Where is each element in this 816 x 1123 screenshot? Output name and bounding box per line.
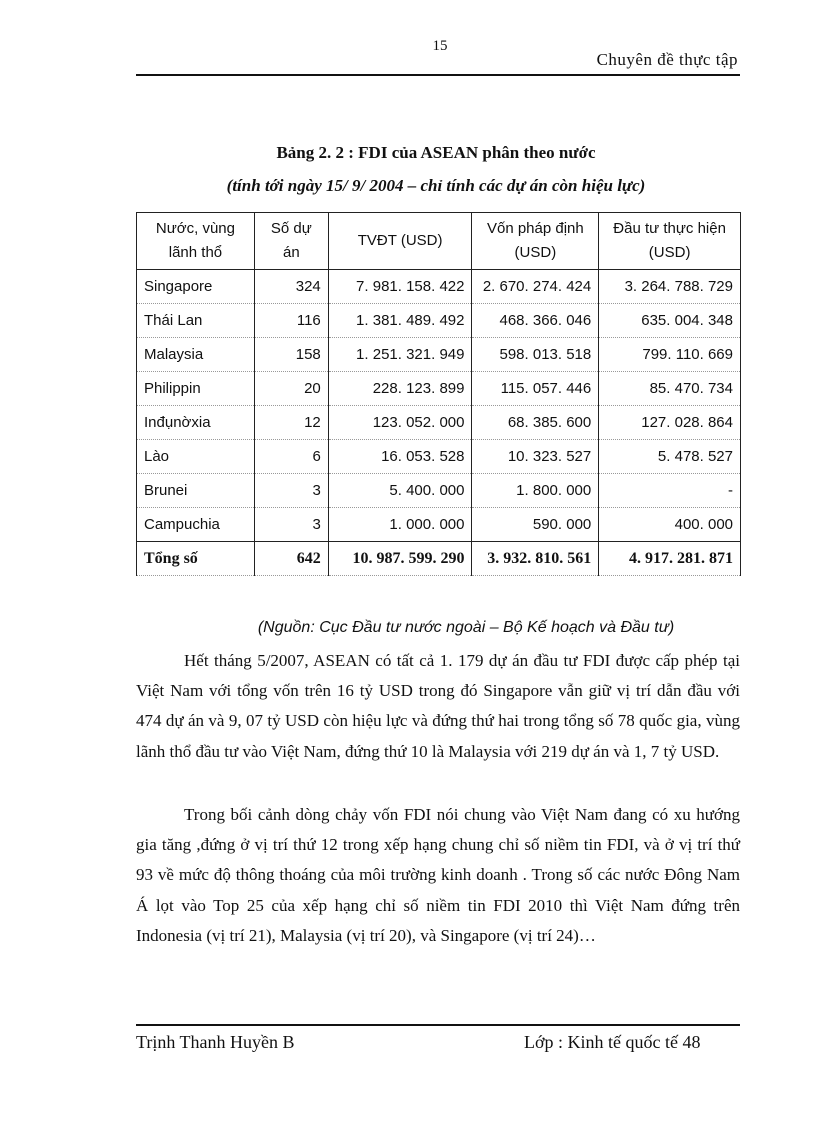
- country-cell: Singapore: [137, 270, 255, 304]
- projects-cell: 3: [254, 474, 328, 508]
- country-cell: Thái Lan: [137, 304, 255, 338]
- projects-cell: 3: [254, 508, 328, 542]
- total-investment-cell: 16. 053. 528: [328, 440, 472, 474]
- projects-cell: 12: [254, 406, 328, 440]
- body-paragraph-2: Trong bối cảnh dòng chảy vốn FDI nói chung vào Việt Nam đang có xu hướng gia tăng ,đứng ở vị trí thứ 12 trong xếp hạng chung chỉ số niềm tin FDI, và ở vị trí thứ 93 về mức độ thông thoáng của môi trường kinh doanh . Trong số các nước Đông Nam Á lọt vào Top 25 của xếp hạng chỉ số niềm tin FDI 2010 thì Việt Nam đứng trên Indonesia (vị trí 21), Malaysia (vị trí 20), và Singapore (vị trí 24)…: [136, 805, 740, 945]
- body-paragraph-1: Hết tháng 5/2007, ASEAN có tất cả 1. 179 dự án đầu tư FDI được cấp phép tại Việt Nam với tổng vốn trên 16 tỷ USD trong đó Singapore vẫn giữ vị trí dẫn đầu với 474 dự án và 9, 07 tỷ USD còn hiệu lực và đứng thứ hai trong tổng số 78 quốc gia, vùng lãnh thổ đầu tư vào Việt Nam, đứng thứ 10 là Malaysia với 219 dự án và 1, 7 tỷ USD.: [136, 651, 740, 761]
- table-row: [137, 372, 741, 406]
- table-row: [137, 270, 741, 304]
- table-total-row: [137, 542, 741, 576]
- total-label-cell: Tổng số: [137, 542, 255, 576]
- column-header: Vốn pháp định (USD): [472, 213, 599, 270]
- legal-capital-cell: 68. 385. 600: [472, 406, 599, 440]
- header-title: Chuyên đề thực tập: [596, 50, 738, 69]
- country-cell: Inđụnờxia: [137, 406, 255, 440]
- total-investment-cell: 228. 123. 899: [328, 372, 472, 406]
- legal-capital-cell: 2. 670. 274. 424: [472, 270, 599, 304]
- column-header: TVĐT (USD): [328, 213, 472, 270]
- legal-capital-cell: 598. 013. 518: [472, 338, 599, 372]
- implemented-cell: 635. 004. 348: [599, 304, 741, 338]
- country-cell: Philippin: [137, 372, 255, 406]
- column-header: Số dự án: [254, 213, 328, 270]
- implemented-cell: -: [599, 474, 741, 508]
- table-row: [137, 304, 741, 338]
- column-header: Nước, vùng lãnh thổ: [137, 213, 255, 270]
- table-row: [137, 338, 741, 372]
- table-row: [137, 508, 741, 542]
- total-legal-capital-cell: 3. 932. 810. 561: [472, 542, 599, 576]
- projects-cell: 158: [254, 338, 328, 372]
- total-projects-cell: 642: [254, 542, 328, 576]
- table-row: [137, 406, 741, 440]
- implemented-cell: 400. 000: [599, 508, 741, 542]
- country-cell: Malaysia: [137, 338, 255, 372]
- total-investment-cell: 5. 400. 000: [328, 474, 472, 508]
- projects-cell: 324: [254, 270, 328, 304]
- footer-author: Trịnh Thanh Huyền B: [136, 1032, 295, 1052]
- legal-capital-cell: 1. 800. 000: [472, 474, 599, 508]
- footer-class: Lớp : Kinh tế quốc tế 48: [524, 1032, 701, 1052]
- table-header-row: [137, 213, 741, 270]
- total-investment-cell: 123. 052. 000: [328, 406, 472, 440]
- legal-capital-cell: 590. 000: [472, 508, 599, 542]
- table-title: Bảng 2. 2 : FDI của ASEAN phân theo nước: [276, 143, 596, 162]
- total-investment-cell: 1. 251. 321. 949: [328, 338, 472, 372]
- projects-cell: 20: [254, 372, 328, 406]
- implemented-cell: 5. 478. 527: [599, 440, 741, 474]
- total-investment-cell: 7. 981. 158. 422: [328, 270, 472, 304]
- footer-rule: [136, 1024, 740, 1026]
- implemented-cell: 127. 028. 864: [599, 406, 741, 440]
- implemented-cell: 85. 470. 734: [599, 372, 741, 406]
- header-rule: [136, 74, 740, 76]
- implemented-cell: 799. 110. 669: [599, 338, 741, 372]
- country-cell: Brunei: [137, 474, 255, 508]
- total-investment-cell: 1. 000. 000: [328, 508, 472, 542]
- implemented-cell: 3. 264. 788. 729: [599, 270, 741, 304]
- table-subtitle: (tính tới ngày 15/ 9/ 2004 – chỉ tính các dự án còn hiệu lực): [226, 176, 646, 195]
- fdi-table: [136, 212, 741, 576]
- table-row: [137, 474, 741, 508]
- total-investment-cell: 1. 381. 489. 492: [328, 304, 472, 338]
- table-source: (Nguồn: Cục Đầu tư nước ngoài – Bộ Kế hoạch và Đầu tư): [257, 619, 675, 636]
- country-cell: Lào: [137, 440, 255, 474]
- column-header: Đầu tư thực hiện (USD): [599, 213, 741, 270]
- country-cell: Campuchia: [137, 508, 255, 542]
- page-number: 15: [432, 38, 448, 54]
- legal-capital-cell: 10. 323. 527: [472, 440, 599, 474]
- projects-cell: 6: [254, 440, 328, 474]
- projects-cell: 116: [254, 304, 328, 338]
- legal-capital-cell: 115. 057. 446: [472, 372, 599, 406]
- table-row: [137, 440, 741, 474]
- legal-capital-cell: 468. 366. 046: [472, 304, 599, 338]
- total-investment-sum-cell: 10. 987. 599. 290: [328, 542, 472, 576]
- total-implemented-cell: 4. 917. 281. 871: [599, 542, 741, 576]
